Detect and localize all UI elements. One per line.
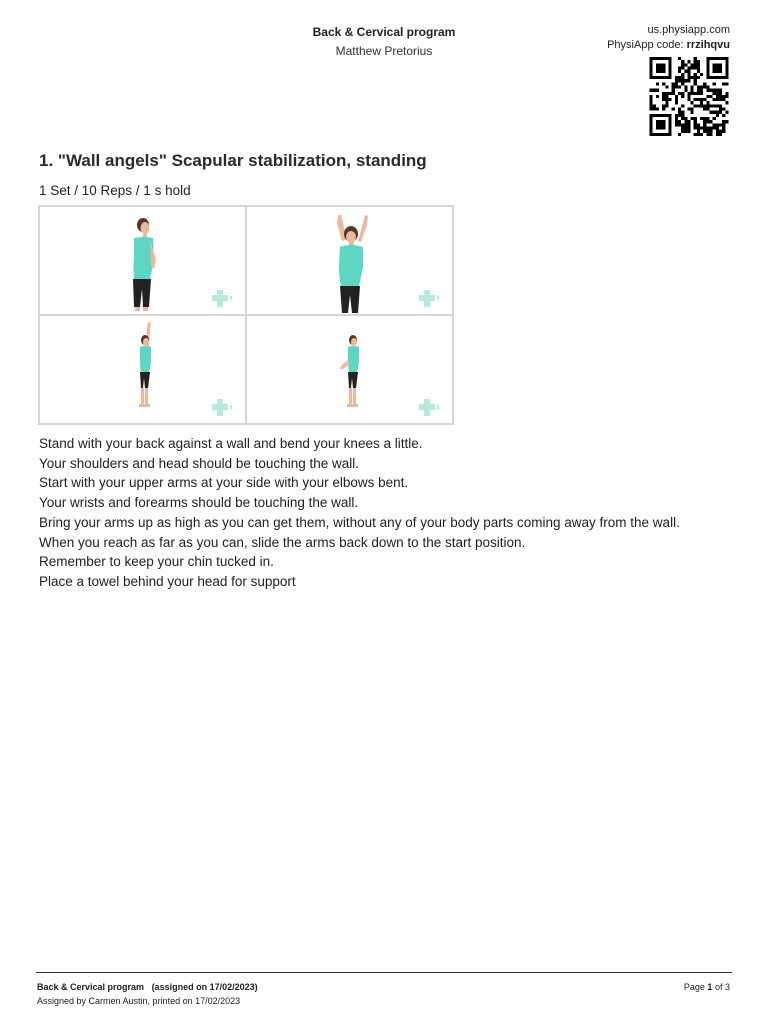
figure-side-arms-raised	[139, 322, 151, 407]
physiapp-code-line	[607, 38, 730, 53]
code-value: rrzihqvu	[686, 39, 730, 51]
figure-front-arms-raised	[337, 215, 368, 313]
description-line: Place a towel behind your head for support	[39, 573, 296, 589]
qr-code-icon	[648, 57, 730, 136]
physiapp-logo-icon	[419, 399, 439, 416]
exercise-image-1	[40, 207, 245, 314]
website-link[interactable]: us.physiapp.com	[647, 24, 730, 36]
exercise-dosage: 1 Set / 10 Reps / 1 s hold	[39, 183, 191, 198]
footer-divider	[36, 972, 732, 973]
physiapp-logo-icon	[419, 290, 439, 307]
footer-printed-info: Assigned by Carmen Austin, printed on 17/02/2023	[37, 996, 241, 1006]
figure-side-arms-forward	[340, 335, 359, 407]
description-line: When you reach as far as you can, slide the arms back down to the start position.	[39, 534, 526, 550]
exercise-image-3	[40, 316, 245, 423]
page-number	[684, 980, 730, 994]
footer-assigned-date: (assigned on 17/02/2023)	[151, 982, 258, 992]
exercise-description	[39, 434, 680, 592]
program-title: Back & Cervical program	[312, 25, 456, 39]
footer-program-line	[37, 980, 258, 994]
description-line: Bring your arms up as high as you can get them, without any of your body parts coming away from the wall.	[39, 514, 680, 530]
physiapp-info	[607, 23, 730, 53]
figure-side-arms-down	[133, 218, 156, 311]
description-line: Start with your upper arms at your side with your elbows bent.	[39, 475, 409, 491]
description-line: Remember to keep your chin tucked in.	[39, 554, 274, 570]
physiapp-logo-icon	[212, 399, 232, 416]
code-label: PhysiApp code:	[607, 39, 684, 51]
description-line: Your shoulders and head should be touching the wall.	[39, 455, 359, 471]
description-line: Stand with your back against a wall and bend your knees a little.	[39, 436, 423, 451]
page-label: Page	[683, 982, 705, 992]
page-total: 3	[724, 982, 730, 992]
page-current: 1	[707, 982, 713, 992]
description-line: Your wrists and forearms should be touching the wall.	[39, 495, 359, 511]
page-sep: of	[714, 982, 723, 992]
footer-info	[37, 980, 258, 1008]
patient-name: Matthew Pretorius	[335, 44, 433, 58]
exercise-title: 1. "Wall angels" Scapular stabilization, standing	[39, 151, 427, 170]
footer-program-name: Back & Cervical program	[37, 982, 145, 992]
exercise-image-4	[247, 316, 452, 423]
exercise-image-grid	[38, 205, 454, 425]
exercise-image-2	[247, 207, 452, 314]
physiapp-logo-icon	[212, 290, 232, 307]
